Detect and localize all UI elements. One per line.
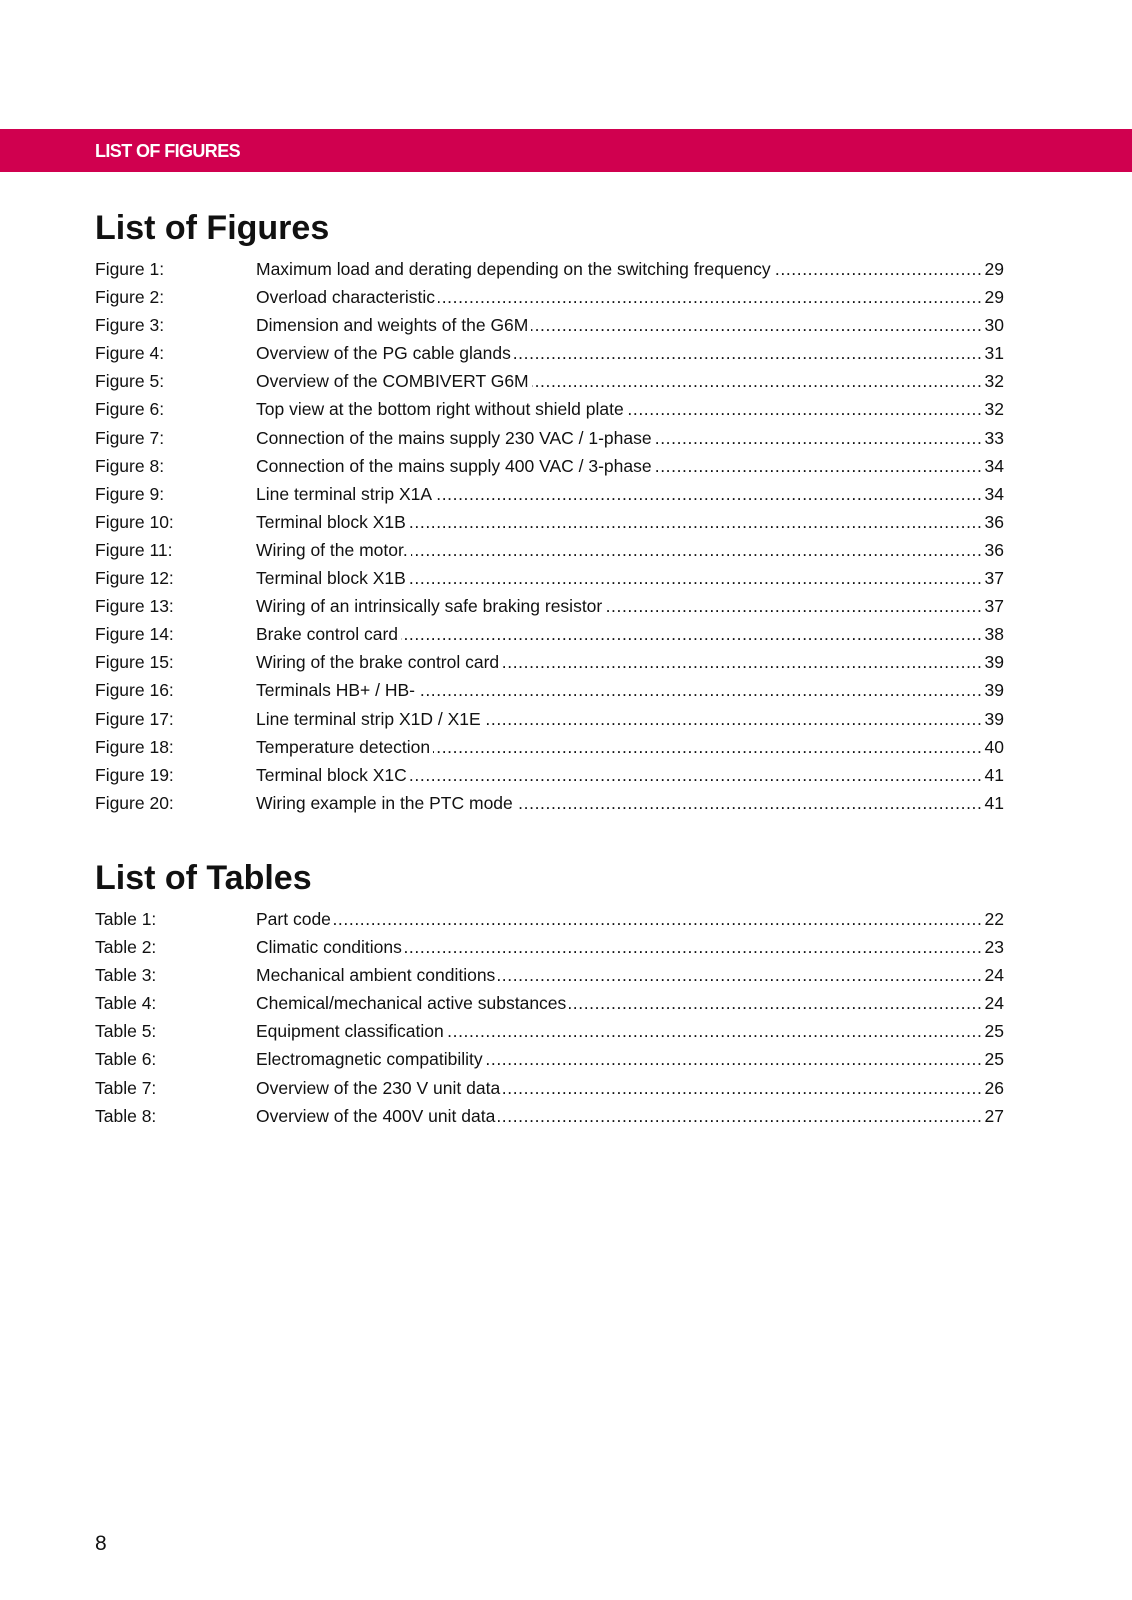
- figure-entry[interactable]: [95, 255, 1004, 283]
- table-entry-page: 24: [982, 961, 1004, 989]
- figure-entry-label: Figure 10:: [95, 511, 174, 532]
- figure-entry-title: Connection of the mains supply 400 VAC / 3-phase: [256, 456, 655, 476]
- figure-entry-page: 39: [982, 648, 1004, 676]
- table-entry[interactable]: [95, 1102, 1004, 1130]
- figure-entry-title: Terminal block X1C: [256, 765, 410, 785]
- figure-entry-entry: [256, 424, 1004, 452]
- figure-entry-entry: [256, 367, 1004, 395]
- figure-entry-page: 37: [982, 564, 1004, 592]
- figure-entry-page: 38: [982, 620, 1004, 648]
- figure-entry-title: Maximum load and derating depending on the switching frequency: [256, 259, 774, 279]
- figure-entry-label: Figure 17:: [95, 708, 174, 729]
- table-entry-page: 25: [982, 1045, 1004, 1073]
- figure-entry-title: Connection of the mains supply 230 VAC / 1-phase: [256, 428, 655, 448]
- figure-entry-title: Line terminal strip X1A: [256, 484, 435, 504]
- figure-entry-label: Figure 2:: [95, 287, 165, 308]
- table-entry-title: Mechanical ambient conditions: [256, 965, 498, 985]
- figure-entry-label: Figure 12:: [95, 568, 174, 589]
- figure-entry-label: Figure 14:: [95, 624, 174, 645]
- figure-entry-title: Overview of the PG cable glands: [256, 343, 514, 363]
- figure-entry-title: Dimension and weights of the G6M: [256, 315, 531, 335]
- figures-heading: List of Figures: [95, 209, 330, 247]
- table-entry[interactable]: [95, 933, 1004, 961]
- page-number: 8: [95, 1532, 107, 1555]
- figure-entry-page: 40: [982, 733, 1004, 761]
- figure-entry-label: Figure 3:: [95, 315, 165, 336]
- table-entry-title: Overview of the 230 V unit data: [256, 1078, 503, 1098]
- table-entry-entry: [256, 933, 1004, 961]
- table-entry-title: Overview of the 400V unit data: [256, 1106, 498, 1126]
- figure-entry-label: Figure 16:: [95, 680, 174, 701]
- figure-entry[interactable]: [95, 620, 1004, 648]
- table-entry-label: Table 7:: [95, 1077, 157, 1098]
- figure-entry-page: 29: [982, 283, 1004, 311]
- table-entry-entry: [256, 989, 1004, 1017]
- figure-entry-entry: [256, 733, 1004, 761]
- figure-entry-entry: [256, 705, 1004, 733]
- figure-entry-entry: [256, 536, 1004, 564]
- figure-entry[interactable]: [95, 733, 1004, 761]
- section-header-label: LIST OF FIGURES: [95, 141, 241, 161]
- figure-entry-page: 36: [982, 536, 1004, 564]
- figure-entry-label: Figure 5:: [95, 371, 165, 392]
- figure-entry[interactable]: [95, 592, 1004, 620]
- figure-entry-page: 33: [982, 424, 1004, 452]
- figure-entry-entry: [256, 789, 1004, 817]
- figure-entry[interactable]: [95, 705, 1004, 733]
- figure-entry[interactable]: [95, 480, 1004, 508]
- figure-entry-page: 32: [982, 395, 1004, 423]
- figure-entry-title: Brake control card: [256, 624, 401, 644]
- figure-entry-entry: [256, 676, 1004, 704]
- figure-entry[interactable]: [95, 367, 1004, 395]
- figure-entry-label: Figure 1:: [95, 259, 165, 279]
- figure-entry-page: 39: [982, 676, 1004, 704]
- table-entry-entry: [256, 1017, 1004, 1045]
- table-entry-entry: [256, 1102, 1004, 1130]
- table-entry[interactable]: [95, 989, 1004, 1017]
- table-entry-label: Table 3:: [95, 965, 157, 986]
- figure-entry-title: Line terminal strip X1D / X1E: [256, 709, 484, 729]
- figure-entry-label: Figure 20:: [95, 792, 174, 813]
- figure-entry[interactable]: [95, 676, 1004, 704]
- table-entry-page: 23: [982, 933, 1004, 961]
- tables-list: [95, 905, 1004, 1130]
- figure-entry-label: Figure 9:: [95, 483, 165, 504]
- figure-entry[interactable]: [95, 789, 1004, 817]
- figure-entry-title: Top view at the bottom right without shield plate: [256, 399, 627, 419]
- figure-entry[interactable]: [95, 339, 1004, 367]
- table-entry-label: Table 8:: [95, 1105, 157, 1126]
- figure-entry-page: 37: [982, 592, 1004, 620]
- figure-entry-page: 41: [982, 789, 1004, 817]
- figure-entry-title: Overview of the COMBIVERT G6M: [256, 371, 532, 391]
- table-entry-page: 26: [982, 1074, 1004, 1102]
- table-entry-label: Table 2:: [95, 937, 157, 958]
- table-entry-title: Equipment classification: [256, 1021, 447, 1041]
- figure-entry-title: Wiring of the motor.: [256, 540, 411, 560]
- figure-entry-title: Temperature detection: [256, 737, 433, 757]
- table-entry-page: 27: [982, 1102, 1004, 1130]
- figure-entry-entry: [256, 395, 1004, 423]
- figure-entry-page: 39: [982, 705, 1004, 733]
- table-entry-label: Table 4:: [95, 993, 157, 1014]
- figure-entry-title: Wiring of an intrinsically safe braking resistor: [256, 596, 605, 616]
- figure-entry-label: Figure 15:: [95, 652, 174, 673]
- table-entry[interactable]: [95, 961, 1004, 989]
- figure-entry[interactable]: [95, 424, 1004, 452]
- figure-entry-entry: [256, 283, 1004, 311]
- figure-entry-title: Overload characteristic: [256, 287, 438, 307]
- figure-entry-label: Figure 4:: [95, 343, 165, 364]
- figure-entry[interactable]: [95, 648, 1004, 676]
- table-entry-entry: [256, 905, 1004, 933]
- figure-entry[interactable]: [95, 761, 1004, 789]
- figure-entry[interactable]: [95, 508, 1004, 536]
- table-entry[interactable]: [95, 1074, 1004, 1102]
- figure-entry-entry: [256, 761, 1004, 789]
- table-entry-entry: [256, 1074, 1004, 1102]
- figure-entry-entry: [256, 564, 1004, 592]
- figure-entry-title: Terminal block X1B: [256, 512, 409, 532]
- table-entry-label: Table 1:: [95, 909, 157, 929]
- figure-entry[interactable]: [95, 564, 1004, 592]
- table-entry-entry: [256, 961, 1004, 989]
- figure-entry-entry: [256, 255, 1004, 283]
- table-entry-entry: [256, 1045, 1004, 1073]
- figure-entry-label: Figure 19:: [95, 764, 174, 785]
- figure-entry-page: 29: [982, 255, 1004, 283]
- table-entry-title: Chemical/mechanical active substances: [256, 993, 569, 1013]
- figure-entry-entry: [256, 311, 1004, 339]
- table-entry[interactable]: [95, 905, 1004, 933]
- tables-heading: List of Tables: [95, 859, 312, 897]
- figure-entry-page: 31: [982, 339, 1004, 367]
- table-entry-label: Table 5:: [95, 1021, 157, 1042]
- figure-entry[interactable]: [95, 311, 1004, 339]
- figure-entry-label: Figure 13:: [95, 596, 174, 617]
- figure-entry[interactable]: [95, 283, 1004, 311]
- figure-entry-title: Terminals HB+ / HB-: [256, 680, 418, 700]
- section-header-band: [0, 129, 1132, 172]
- figure-entry-title: Terminal block X1B: [256, 568, 409, 588]
- figure-entry-label: Figure 18:: [95, 736, 174, 757]
- table-entry-title: Part code: [256, 909, 334, 929]
- table-entry-page: 22: [982, 905, 1004, 933]
- figure-entry-label: Figure 7:: [95, 427, 165, 448]
- figure-entry-page: 34: [982, 452, 1004, 480]
- table-entry-title: Climatic conditions: [256, 937, 405, 957]
- figure-entry-label: Figure 8:: [95, 455, 165, 476]
- figure-entry-label: Figure 6:: [95, 399, 165, 420]
- figure-entry-label: Figure 11:: [95, 539, 173, 560]
- figure-entry-entry: [256, 508, 1004, 536]
- figure-entry[interactable]: [95, 395, 1004, 423]
- table-entry-label: Table 6:: [95, 1049, 157, 1070]
- figure-entry-entry: [256, 452, 1004, 480]
- figure-entry-page: 36: [982, 508, 1004, 536]
- figure-entry-entry: [256, 648, 1004, 676]
- figure-entry-entry: [256, 480, 1004, 508]
- figure-entry-title: Wiring of the brake control card: [256, 652, 502, 672]
- figure-entry-entry: [256, 592, 1004, 620]
- table-entry-page: 24: [982, 989, 1004, 1017]
- figures-list: [95, 255, 1004, 817]
- figure-entry-entry: [256, 339, 1004, 367]
- table-entry[interactable]: [95, 1045, 1004, 1073]
- table-entry[interactable]: [95, 1017, 1004, 1045]
- figure-entry-title: Wiring example in the PTC mode: [256, 793, 516, 813]
- table-entry-title: Electromagnetic compatibility: [256, 1049, 486, 1069]
- figure-entry-page: 34: [982, 480, 1004, 508]
- figure-entry[interactable]: [95, 452, 1004, 480]
- table-entry-page: 25: [982, 1017, 1004, 1045]
- figure-entry-page: 30: [982, 311, 1004, 339]
- figure-entry-entry: [256, 620, 1004, 648]
- figure-entry-page: 32: [982, 367, 1004, 395]
- figure-entry-page: 41: [982, 761, 1004, 789]
- figure-entry[interactable]: [95, 536, 1004, 564]
